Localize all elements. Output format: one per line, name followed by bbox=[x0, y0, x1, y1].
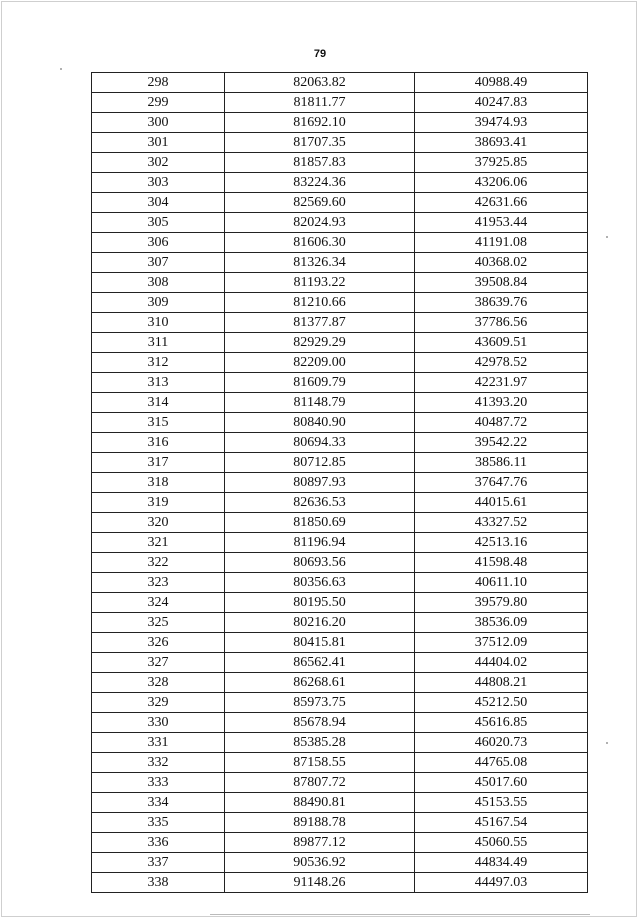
value-b-cell: 40988.49 bbox=[415, 73, 588, 93]
value-b-cell: 42513.16 bbox=[415, 533, 588, 553]
table-row bbox=[92, 413, 588, 433]
value-b-cell: 44497.03 bbox=[415, 873, 588, 893]
value-a-cell: 81707.35 bbox=[225, 133, 415, 153]
row-index-cell: 331 bbox=[92, 733, 225, 753]
value-b-cell: 43327.52 bbox=[415, 513, 588, 533]
value-a-cell: 80216.20 bbox=[225, 613, 415, 633]
table-body bbox=[92, 73, 588, 893]
table-row bbox=[92, 553, 588, 573]
scan-speck bbox=[606, 742, 608, 744]
value-a-cell: 81606.30 bbox=[225, 233, 415, 253]
table-row bbox=[92, 873, 588, 893]
value-a-cell: 80840.90 bbox=[225, 413, 415, 433]
table-row bbox=[92, 73, 588, 93]
value-b-cell: 46020.73 bbox=[415, 733, 588, 753]
value-b-cell: 43206.06 bbox=[415, 173, 588, 193]
value-a-cell: 81692.10 bbox=[225, 113, 415, 133]
value-a-cell: 80356.63 bbox=[225, 573, 415, 593]
table-row bbox=[92, 393, 588, 413]
table-row bbox=[92, 513, 588, 533]
value-b-cell: 45017.60 bbox=[415, 773, 588, 793]
value-a-cell: 82209.00 bbox=[225, 353, 415, 373]
value-a-cell: 81850.69 bbox=[225, 513, 415, 533]
value-b-cell: 44404.02 bbox=[415, 653, 588, 673]
row-index-cell: 330 bbox=[92, 713, 225, 733]
value-b-cell: 40487.72 bbox=[415, 413, 588, 433]
table-row bbox=[92, 613, 588, 633]
page-number: 79 bbox=[313, 48, 327, 60]
table-row bbox=[92, 673, 588, 693]
value-b-cell: 42978.52 bbox=[415, 353, 588, 373]
value-b-cell: 37512.09 bbox=[415, 633, 588, 653]
row-index-cell: 321 bbox=[92, 533, 225, 553]
value-a-cell: 82636.53 bbox=[225, 493, 415, 513]
value-a-cell: 81210.66 bbox=[225, 293, 415, 313]
row-index-cell: 306 bbox=[92, 233, 225, 253]
table-row bbox=[92, 93, 588, 113]
value-b-cell: 40611.10 bbox=[415, 573, 588, 593]
table-row bbox=[92, 813, 588, 833]
value-a-cell: 82063.82 bbox=[225, 73, 415, 93]
value-a-cell: 88490.81 bbox=[225, 793, 415, 813]
row-index-cell: 318 bbox=[92, 473, 225, 493]
value-a-cell: 80415.81 bbox=[225, 633, 415, 653]
footer-line bbox=[210, 914, 590, 915]
value-b-cell: 41191.08 bbox=[415, 233, 588, 253]
table-row bbox=[92, 453, 588, 473]
row-index-cell: 313 bbox=[92, 373, 225, 393]
scan-speck bbox=[60, 68, 62, 70]
value-a-cell: 87807.72 bbox=[225, 773, 415, 793]
value-b-cell: 43609.51 bbox=[415, 333, 588, 353]
value-a-cell: 91148.26 bbox=[225, 873, 415, 893]
row-index-cell: 327 bbox=[92, 653, 225, 673]
table-row bbox=[92, 333, 588, 353]
value-a-cell: 83224.36 bbox=[225, 173, 415, 193]
table-row bbox=[92, 693, 588, 713]
table-row bbox=[92, 773, 588, 793]
table-row bbox=[92, 713, 588, 733]
value-a-cell: 86562.41 bbox=[225, 653, 415, 673]
table-row bbox=[92, 213, 588, 233]
value-a-cell: 90536.92 bbox=[225, 853, 415, 873]
row-index-cell: 337 bbox=[92, 853, 225, 873]
table-row bbox=[92, 433, 588, 453]
row-index-cell: 323 bbox=[92, 573, 225, 593]
row-index-cell: 325 bbox=[92, 613, 225, 633]
table-row bbox=[92, 653, 588, 673]
value-b-cell: 37925.85 bbox=[415, 153, 588, 173]
table-row bbox=[92, 233, 588, 253]
table-row bbox=[92, 573, 588, 593]
table-row bbox=[92, 533, 588, 553]
value-b-cell: 45212.50 bbox=[415, 693, 588, 713]
value-b-cell: 45167.54 bbox=[415, 813, 588, 833]
table-row bbox=[92, 493, 588, 513]
table-row bbox=[92, 273, 588, 293]
value-a-cell: 86268.61 bbox=[225, 673, 415, 693]
value-a-cell: 80897.93 bbox=[225, 473, 415, 493]
row-index-cell: 300 bbox=[92, 113, 225, 133]
value-b-cell: 38536.09 bbox=[415, 613, 588, 633]
table-row bbox=[92, 153, 588, 173]
value-b-cell: 45616.85 bbox=[415, 713, 588, 733]
row-index-cell: 316 bbox=[92, 433, 225, 453]
table-row bbox=[92, 853, 588, 873]
row-index-cell: 301 bbox=[92, 133, 225, 153]
row-index-cell: 307 bbox=[92, 253, 225, 273]
row-index-cell: 304 bbox=[92, 193, 225, 213]
row-index-cell: 298 bbox=[92, 73, 225, 93]
table-row bbox=[92, 293, 588, 313]
value-a-cell: 89877.12 bbox=[225, 833, 415, 853]
row-index-cell: 302 bbox=[92, 153, 225, 173]
coordinate-table bbox=[91, 72, 588, 893]
value-b-cell: 38693.41 bbox=[415, 133, 588, 153]
table-row bbox=[92, 313, 588, 333]
value-b-cell: 42231.97 bbox=[415, 373, 588, 393]
value-b-cell: 39542.22 bbox=[415, 433, 588, 453]
value-b-cell: 37647.76 bbox=[415, 473, 588, 493]
value-a-cell: 80195.50 bbox=[225, 593, 415, 613]
value-b-cell: 45060.55 bbox=[415, 833, 588, 853]
value-b-cell: 44765.08 bbox=[415, 753, 588, 773]
value-a-cell: 81857.83 bbox=[225, 153, 415, 173]
value-a-cell: 80693.56 bbox=[225, 553, 415, 573]
row-index-cell: 310 bbox=[92, 313, 225, 333]
table-row bbox=[92, 193, 588, 213]
row-index-cell: 320 bbox=[92, 513, 225, 533]
value-a-cell: 82569.60 bbox=[225, 193, 415, 213]
scan-speck bbox=[606, 236, 608, 238]
value-b-cell: 44834.49 bbox=[415, 853, 588, 873]
value-b-cell: 44015.61 bbox=[415, 493, 588, 513]
row-index-cell: 324 bbox=[92, 593, 225, 613]
value-b-cell: 38639.76 bbox=[415, 293, 588, 313]
value-a-cell: 81377.87 bbox=[225, 313, 415, 333]
table-row bbox=[92, 633, 588, 653]
value-a-cell: 87158.55 bbox=[225, 753, 415, 773]
value-a-cell: 85678.94 bbox=[225, 713, 415, 733]
row-index-cell: 311 bbox=[92, 333, 225, 353]
row-index-cell: 308 bbox=[92, 273, 225, 293]
table-row bbox=[92, 753, 588, 773]
value-a-cell: 82024.93 bbox=[225, 213, 415, 233]
value-a-cell: 81326.34 bbox=[225, 253, 415, 273]
value-b-cell: 41393.20 bbox=[415, 393, 588, 413]
table-row bbox=[92, 593, 588, 613]
row-index-cell: 303 bbox=[92, 173, 225, 193]
row-index-cell: 309 bbox=[92, 293, 225, 313]
row-index-cell: 315 bbox=[92, 413, 225, 433]
value-a-cell: 89188.78 bbox=[225, 813, 415, 833]
value-b-cell: 39579.80 bbox=[415, 593, 588, 613]
row-index-cell: 326 bbox=[92, 633, 225, 653]
value-b-cell: 44808.21 bbox=[415, 673, 588, 693]
table-row bbox=[92, 253, 588, 273]
row-index-cell: 319 bbox=[92, 493, 225, 513]
table-row bbox=[92, 473, 588, 493]
value-a-cell: 82929.29 bbox=[225, 333, 415, 353]
row-index-cell: 334 bbox=[92, 793, 225, 813]
value-b-cell: 45153.55 bbox=[415, 793, 588, 813]
value-b-cell: 37786.56 bbox=[415, 313, 588, 333]
value-b-cell: 40247.83 bbox=[415, 93, 588, 113]
row-index-cell: 333 bbox=[92, 773, 225, 793]
value-b-cell: 42631.66 bbox=[415, 193, 588, 213]
row-index-cell: 338 bbox=[92, 873, 225, 893]
value-b-cell: 40368.02 bbox=[415, 253, 588, 273]
row-index-cell: 317 bbox=[92, 453, 225, 473]
value-b-cell: 41598.48 bbox=[415, 553, 588, 573]
value-a-cell: 85385.28 bbox=[225, 733, 415, 753]
value-a-cell: 81196.94 bbox=[225, 533, 415, 553]
row-index-cell: 328 bbox=[92, 673, 225, 693]
row-index-cell: 314 bbox=[92, 393, 225, 413]
value-a-cell: 81148.79 bbox=[225, 393, 415, 413]
value-a-cell: 81193.22 bbox=[225, 273, 415, 293]
value-a-cell: 80694.33 bbox=[225, 433, 415, 453]
table-row bbox=[92, 833, 588, 853]
row-index-cell: 322 bbox=[92, 553, 225, 573]
value-a-cell: 81609.79 bbox=[225, 373, 415, 393]
row-index-cell: 305 bbox=[92, 213, 225, 233]
table-row bbox=[92, 793, 588, 813]
row-index-cell: 329 bbox=[92, 693, 225, 713]
table-row bbox=[92, 133, 588, 153]
table-row bbox=[92, 113, 588, 133]
table-row bbox=[92, 173, 588, 193]
value-b-cell: 39508.84 bbox=[415, 273, 588, 293]
table-row bbox=[92, 353, 588, 373]
row-index-cell: 312 bbox=[92, 353, 225, 373]
value-a-cell: 80712.85 bbox=[225, 453, 415, 473]
row-index-cell: 335 bbox=[92, 813, 225, 833]
value-a-cell: 85973.75 bbox=[225, 693, 415, 713]
value-a-cell: 81811.77 bbox=[225, 93, 415, 113]
value-b-cell: 39474.93 bbox=[415, 113, 588, 133]
value-b-cell: 41953.44 bbox=[415, 213, 588, 233]
table-row bbox=[92, 733, 588, 753]
row-index-cell: 332 bbox=[92, 753, 225, 773]
row-index-cell: 299 bbox=[92, 93, 225, 113]
table-row bbox=[92, 373, 588, 393]
value-b-cell: 38586.11 bbox=[415, 453, 588, 473]
row-index-cell: 336 bbox=[92, 833, 225, 853]
